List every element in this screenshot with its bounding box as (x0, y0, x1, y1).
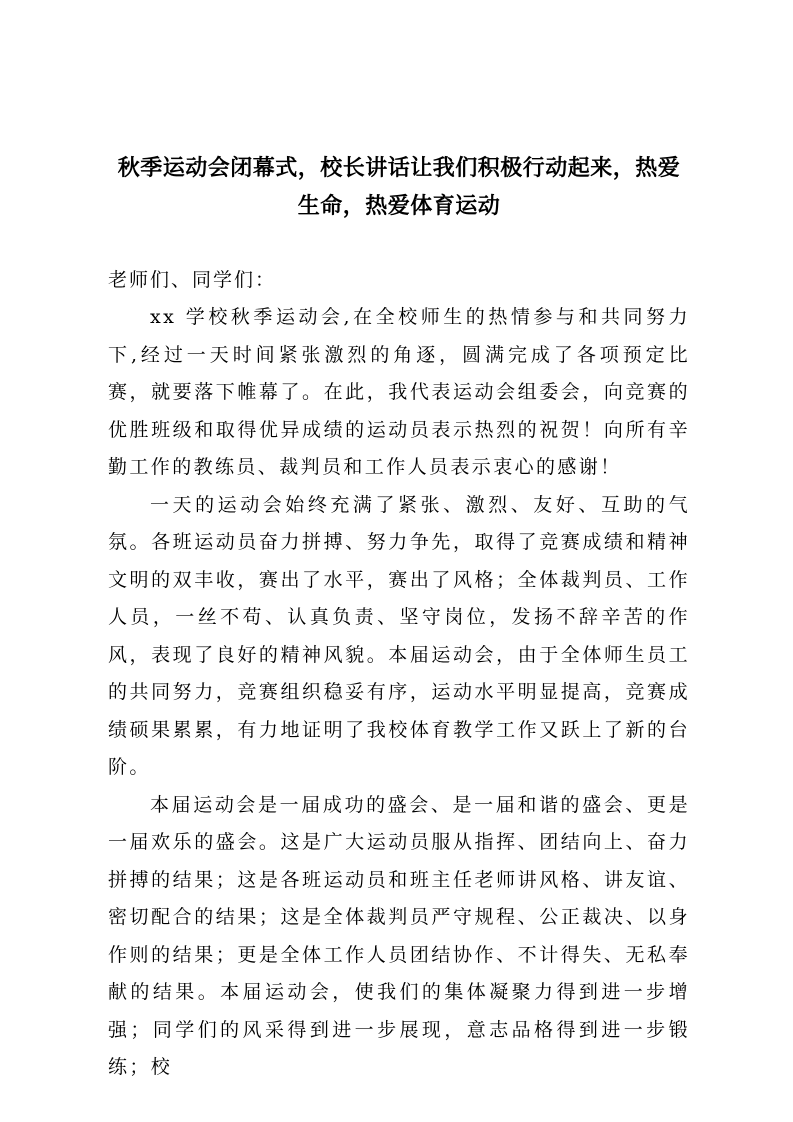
paragraph-1: xx 学校秋季运动会,在全校师生的热情参与和共同努力下,经过一天时间紧张激烈的角逐，圆满完成了各项预定比赛，就要落下帷幕了。在此，我代表运动会组委会，向竞赛的优胜班级和取得优异成绩的运动员表示热烈的祝贺！向所有辛勤工作的教练员、裁判员和工作人员表示衷心的感谢！ (108, 306, 690, 478)
document-page (108, 150, 690, 1087)
paragraph-2: 一天的运动会始终充满了紧张、激烈、友好、互助的气氛。各班运动员奋力拼搏、努力争先，取得了竞赛成绩和精神文明的双丰收，赛出了水平，赛出了风格；全体裁判员、工作人员，一丝不苟、认真负责、坚守岗位，发扬不辞辛苦的作风，表现了良好的精神风貌。本届运动会，由于全体师生员工的共同努力，竞赛组织稳妥有序，运动水平明显提高，竞赛成绩硕果累累，有力地证明了我校体育教学工作又跃上了新的台阶。 (108, 493, 690, 778)
salutation: 老师们、同学们： (108, 269, 277, 291)
paragraph-3: 本届运动会是一届成功的盛会、是一届和谐的盛会、更是一届欢乐的盛会。这是广大运动员服从指挥、团结向上、奋力拼搏的结果；这是各班运动员和班主任老师讲风格、讲友谊、密切配合的结果；这是全体裁判员严守规程、公正裁决、以身作则的结果；更是全体工作人员团结协作、不计得失、无私奉献的结果。本届运动会，使我们的集体凝聚力得到进一步增强；同学们的风采得到进一步展现，意志品格得到进一步锻练；校 (108, 793, 690, 1078)
document-title: 秋季运动会闭幕式，校长讲话让我们积极行动起来，热爱生命，热爱体育运动 (117, 156, 681, 219)
